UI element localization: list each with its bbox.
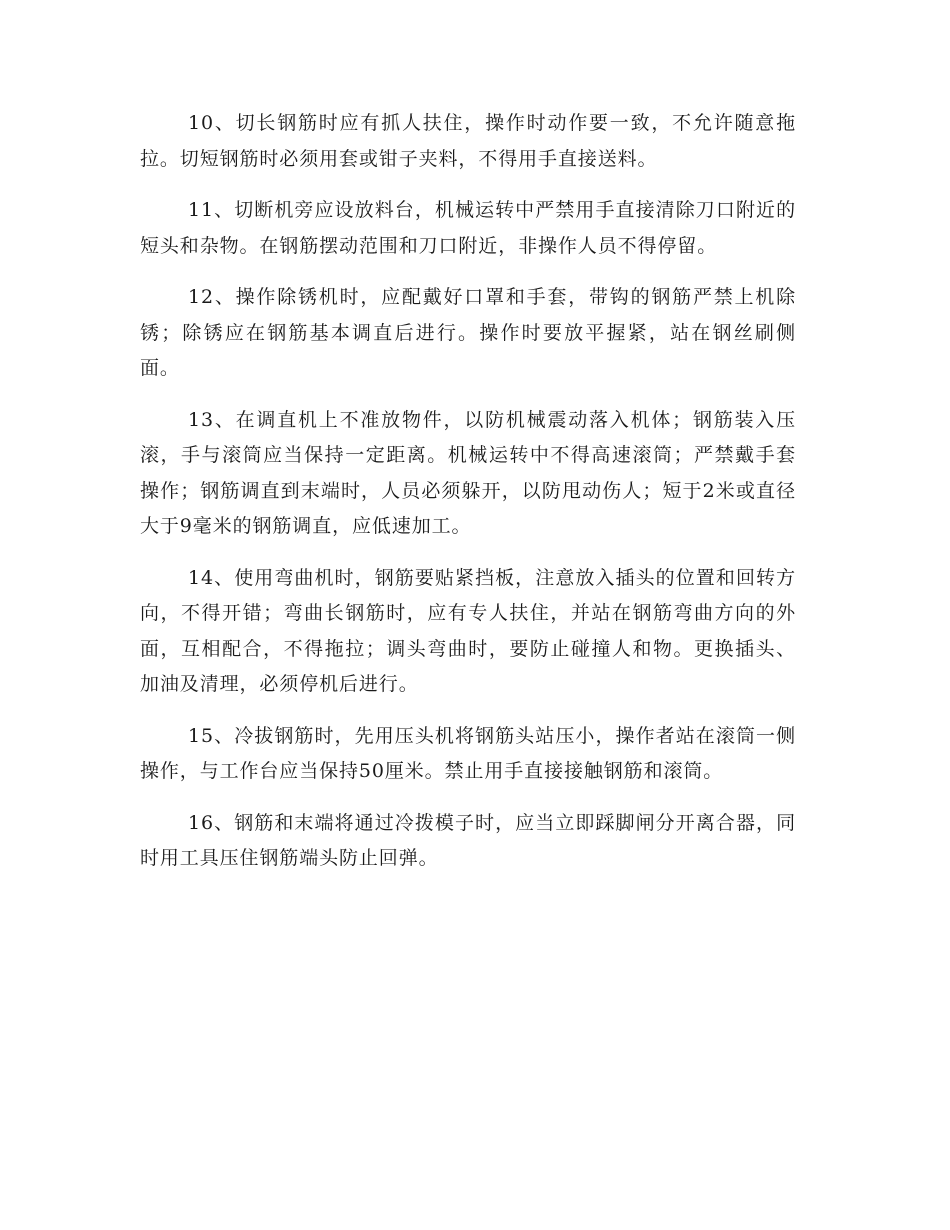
paragraph-item-11: 11、切断机旁应设放料台，机械运转中严禁用手直接清除刀口附近的短头和杂物。在钢筋摆动范围和刀口附近，非操作人员不得停留。 [140, 199, 796, 257]
paragraph-item-15: 15、冷拔钢筋时，先用压头机将钢筋头站压小，操作者站在滚筒一侧操作，与工作台应当保持50厘米。禁止用手直接接触钢筋和滚筒。 [140, 724, 796, 782]
paragraph-item-16: 16、钢筋和末端将通过冷拨模子时，应当立即踩脚闸分开离合器，同时用工具压住钢筋端头防止回弹。 [140, 811, 796, 869]
paragraph-item-13: 13、在调直机上不准放物件，以防机械震动落入机体；钢筋装入压滚，手与滚筒应当保持一定距离。机械运转中不得高速滚筒；严禁戴手套操作；钢筋调直到末端时，人员必须躲开，以防甩动伤人；短于2米或直径大于9毫米的钢筋调直，应低速加工。 [140, 408, 796, 537]
paragraph-item-14: 14、使用弯曲机时，钢筋要贴紧挡板，注意放入插头的位置和回转方向，不得开错；弯曲长钢筋时，应有专人扶住，并站在钢筋弯曲方向的外面，互相配合，不得拖拉；调头弯曲时，要防止碰撞人和物。更换插头、加油及清理，必须停机后进行。 [140, 566, 796, 695]
document-body [140, 106, 796, 893]
paragraph-item-12: 12、操作除锈机时，应配戴好口罩和手套，带钩的钢筋严禁上机除锈；除锈应在钢筋基本调直后进行。操作时要放平握紧，站在钢丝刷侧面。 [140, 286, 796, 379]
paragraph-item-10: 10、切长钢筋时应有抓人扶住，操作时动作要一致，不允许随意拖拉。切短钢筋时必须用套或钳子夹料，不得用手直接送料。 [140, 112, 796, 170]
